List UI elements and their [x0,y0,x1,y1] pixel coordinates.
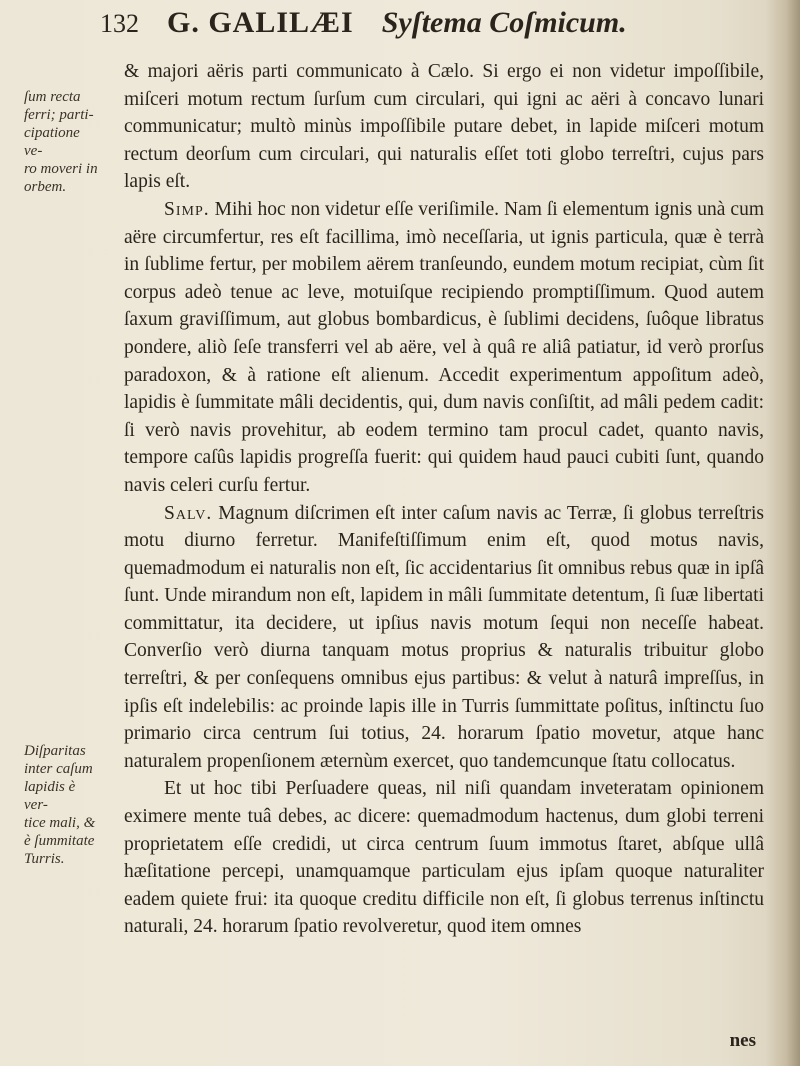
margin-line: orbem. [24,179,67,195]
margin-line: Turris. [24,851,65,867]
paragraph-2-text: Mihi hoc non videtur eſſe veriſimile. Nam ſi elementum ignis unà cum aëre circumfertur, res eſt facillima, imò neceſſaria, ut ignis particula, quæ è terrà in ſublime fertur, per mobilem aërem tranſeundo, eundem motum recipiat, cùm ſit corpus adeò tenue ac leve, motuiſque recipiendo promptiſſimum. Quod autem ſaxum graviſſimum, aut globus bombardicus, è ſublimi decidens, ſuôque libratus pondere, aliò ſeſe transferri vel ab aëre, vel à quâ re aliâ patiatur, id verò prorſus paradoxon, & à ratione eſt alienum. Accedit experimentum appoſitum adeò, lapidis è ſummitate mâli decidentis, qui, dum navis conſiſtit, ad mâli pedem cadit: ſi verò navis provehitur, ab eodem termino tam procul cadet, quanto navis, tempore caſûs lapidis progreſſa fuerit: qui quidem haud pauci cubiti ſunt, quando navis celeri curſu fertur. [124,198,764,496]
paragraph-3-text: Magnum diſcrimen eſt inter caſum navis ac Terræ, ſi globus terreſtris motu diurno ferretur. Manifeſtiſſimum enim eſt, quod motus navis, quemadmodum ei naturalis non eſt, ſic accidentarius ſit omnibus rebus quæ in ipſâ ſunt. Unde mirandum non eſt, lapidem in mâli ſummitate detentum, ſi ſuæ libertati committatur, ita decidere, ut ipſius navis motum ſequi non neceſſe habeat. Converſio verò diurna tanquam motus proprius & naturalis tribuitur globo terreſtri, & per conſequens omnibus ejus partibus: & velut à naturâ impreſſus, in ipſis eſt indelebilis: ac proinde lapis ille in Turris ſummittate poſitus, inſtinctu ſuo primario circa centrum ſui totius, 24. horarum ſpatio movetur, atque hanc naturalem propenſionem æternùm exercet, quo tandemcunque ſtatu collocatus. [124,502,764,772]
speaker-label: Simp. [164,198,210,220]
margin-line: tice mali, & [24,815,96,831]
margin-line: ferri; parti- [24,107,94,123]
marginal-note-1 [24,88,100,196]
paragraph-3 [124,500,764,776]
paragraph-4: Et ut hoc tibi Perſuadere queas, nil niſi quandam inveteratam opinionem eximere mente tuâ debes, ac dicere: quemadmodum hactenus, dum globi terreni proprietatem eſſe credidi, ut circa centrum ſuum immotus ſtaret, abſque ullâ hæſitatione percepi, unamquamque particulam ejus ipſam quoque naturaliter eadem quiete frui: ita quoque creditu difficile non eſt, ſi globus terrenus inſtinctu naturali, 24. horarum ſpatio revolveretur, quod item omnes [124,778,764,938]
header-work-title: Syſtema Coſmicum. [381,6,627,39]
margin-line: cipatione ve- [24,125,80,159]
margin-line: Diſparitas [24,743,86,759]
margin-line: lapidis è ver- [24,779,76,813]
header-author: G. GALILÆI [167,6,354,39]
marginal-note-2 [24,742,100,868]
paragraph-2 [124,196,764,500]
page-gutter-shadow [766,0,800,1066]
speaker-label: Salv. [164,502,213,524]
margin-line: ſum recta [24,89,81,105]
margin-line: ro moveri in [24,161,98,177]
page-number: 132 [100,9,139,38]
running-header [100,6,760,50]
catchword: nes [729,1030,756,1051]
paragraph-1: & majori aëris parti communicato à Cælo. Si ergo ei non videtur impoſſibile, miſceri motum rectum ſurſum cum circulari, qui igni ac aëri à concavo lunari communicatur; multò minùs impoſſibile putare debet, in lapide miſceri motum rectum deorſum cum circulari, qui naturalis eſſet toti globo terreſtri, cujus pars lapis eſt. [124,61,764,193]
margin-line: inter caſum [24,761,93,777]
margin-line: è ſummitate [24,833,95,849]
main-text [124,58,764,941]
